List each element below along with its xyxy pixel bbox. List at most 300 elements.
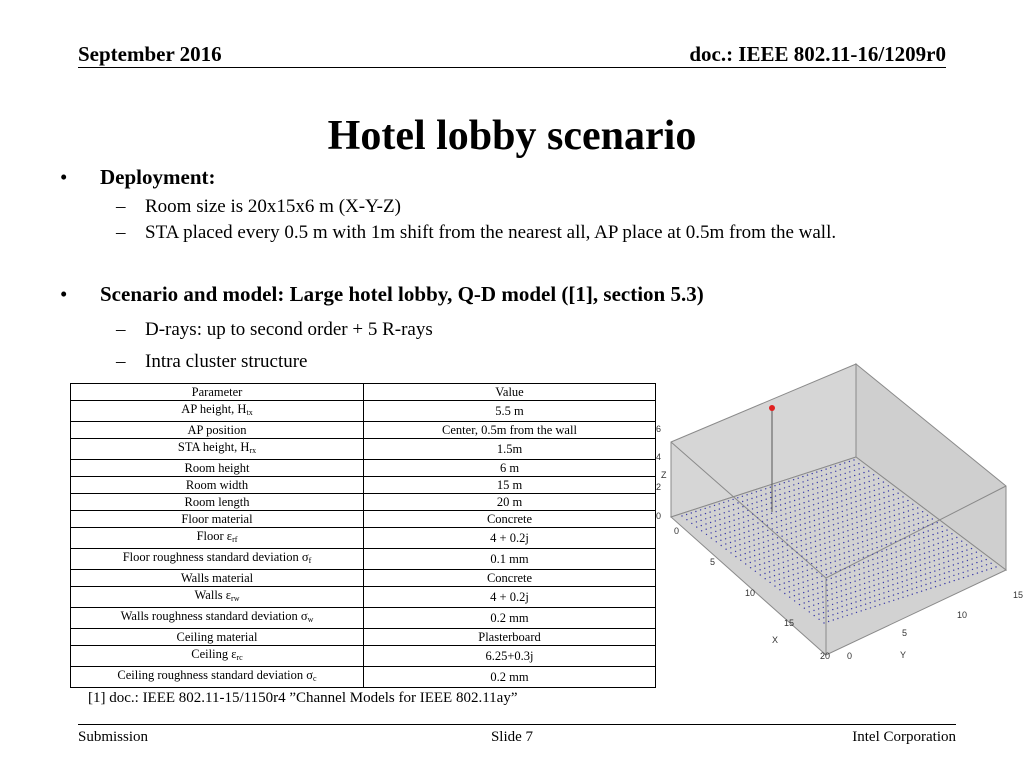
sta-point bbox=[813, 499, 814, 500]
sta-point bbox=[733, 514, 734, 515]
sta-point bbox=[878, 578, 879, 579]
sta-point bbox=[839, 464, 840, 465]
sta-point bbox=[831, 588, 832, 589]
sta-point bbox=[764, 557, 765, 558]
sta-point bbox=[884, 502, 885, 503]
sta-point bbox=[887, 570, 888, 571]
sta-point bbox=[799, 498, 800, 499]
y-tick-15: 15 bbox=[1013, 590, 1024, 600]
sta-point bbox=[767, 535, 768, 536]
sta-point bbox=[943, 552, 944, 553]
sta-point bbox=[914, 540, 915, 541]
sta-point bbox=[835, 561, 836, 562]
sta-point bbox=[791, 543, 792, 544]
sta-point bbox=[750, 567, 751, 568]
param-subscript: w bbox=[307, 615, 314, 624]
sta-point bbox=[732, 499, 733, 500]
sta-point bbox=[836, 502, 837, 503]
sta-point bbox=[878, 573, 879, 574]
sta-point bbox=[785, 518, 786, 519]
sta-point bbox=[840, 585, 841, 586]
sta-point bbox=[865, 609, 866, 610]
sta-point bbox=[860, 494, 861, 495]
sta-point bbox=[822, 491, 823, 492]
sta-point bbox=[880, 525, 881, 526]
sta-point bbox=[869, 481, 870, 482]
sta-point bbox=[794, 600, 795, 601]
sta-point bbox=[681, 515, 682, 516]
sta-point bbox=[763, 542, 764, 543]
sta-point bbox=[818, 603, 819, 604]
sta-point bbox=[888, 591, 889, 592]
sta-point bbox=[798, 578, 799, 579]
sta-point bbox=[786, 539, 787, 540]
sta-point bbox=[776, 527, 777, 528]
table-row bbox=[71, 646, 656, 667]
sta-point bbox=[929, 551, 930, 552]
sta-point bbox=[859, 569, 860, 570]
sta-point bbox=[859, 584, 860, 585]
x-tick-10: 10 bbox=[745, 588, 756, 598]
sta-point bbox=[966, 544, 967, 545]
sta-point bbox=[844, 563, 845, 564]
sta-point bbox=[844, 462, 845, 463]
sta-point bbox=[865, 508, 866, 509]
sta-point bbox=[884, 518, 885, 519]
sta-point bbox=[832, 503, 833, 504]
sta-point bbox=[875, 511, 876, 512]
sta-point bbox=[758, 538, 759, 539]
sta-point bbox=[845, 573, 846, 574]
sta-point bbox=[925, 579, 926, 580]
sta-point bbox=[743, 522, 744, 523]
sta-point bbox=[908, 526, 909, 527]
sta-point bbox=[917, 507, 918, 508]
sta-point bbox=[898, 503, 899, 504]
sta-point bbox=[873, 585, 874, 586]
sta-point bbox=[867, 545, 868, 546]
sta-point bbox=[781, 536, 782, 537]
sta-point bbox=[739, 528, 740, 529]
sta-point bbox=[877, 557, 878, 558]
sta-point bbox=[850, 577, 851, 578]
sta-point bbox=[873, 580, 874, 581]
x-tick-15: 15 bbox=[784, 618, 795, 628]
sta-point bbox=[834, 550, 835, 551]
sta-point bbox=[769, 577, 770, 578]
sta-point bbox=[764, 562, 765, 563]
sta-point bbox=[893, 600, 894, 601]
footer-slide-number: Slide 7 bbox=[490, 729, 534, 745]
sta-point bbox=[829, 546, 830, 547]
sta-point bbox=[720, 524, 721, 525]
sta-point bbox=[845, 589, 846, 590]
sta-point bbox=[780, 504, 781, 505]
sta-point bbox=[780, 510, 781, 511]
sta-point bbox=[946, 529, 947, 530]
sta-point bbox=[786, 534, 787, 535]
sta-point bbox=[763, 536, 764, 537]
sta-point bbox=[818, 503, 819, 504]
sta-point bbox=[778, 563, 779, 564]
sta-point bbox=[925, 573, 926, 574]
sta-point bbox=[883, 497, 884, 498]
sta-point bbox=[825, 558, 826, 559]
sta-point bbox=[820, 555, 821, 556]
sta-point bbox=[947, 540, 948, 541]
sta-point bbox=[743, 516, 744, 517]
dash-marker: – bbox=[116, 319, 126, 340]
sta-point bbox=[749, 546, 750, 547]
sta-point bbox=[871, 533, 872, 534]
sta-point bbox=[893, 589, 894, 590]
sta-point bbox=[800, 519, 801, 520]
sta-point bbox=[873, 485, 874, 486]
sta-point bbox=[865, 503, 866, 504]
sta-point bbox=[823, 506, 824, 507]
sta-point bbox=[739, 544, 740, 545]
sta-point bbox=[686, 519, 687, 520]
sta-point bbox=[863, 567, 864, 568]
sta-point bbox=[817, 487, 818, 488]
sta-point bbox=[891, 558, 892, 559]
sta-point bbox=[849, 461, 850, 462]
sta-point bbox=[845, 584, 846, 585]
sta-point bbox=[773, 549, 774, 550]
sta-point bbox=[766, 509, 767, 510]
sta-point bbox=[807, 480, 808, 481]
sta-point bbox=[691, 518, 692, 519]
param-name: Room height bbox=[184, 461, 250, 475]
sta-point bbox=[837, 517, 838, 518]
sta-point bbox=[905, 543, 906, 544]
sta-point bbox=[914, 545, 915, 546]
sta-point bbox=[696, 521, 697, 522]
sta-point bbox=[853, 555, 854, 556]
sta-point bbox=[908, 521, 909, 522]
sta-point bbox=[862, 546, 863, 547]
sta-point bbox=[886, 554, 887, 555]
sta-point bbox=[779, 584, 780, 585]
sta-point bbox=[880, 514, 881, 515]
sta-point bbox=[817, 482, 818, 483]
sta-point bbox=[967, 565, 968, 566]
sta-point bbox=[874, 606, 875, 607]
sta-point bbox=[818, 508, 819, 509]
table-row bbox=[71, 608, 656, 629]
sta-point bbox=[781, 525, 782, 526]
sta-point bbox=[938, 558, 939, 559]
sta-point bbox=[790, 517, 791, 518]
sta-point bbox=[891, 563, 892, 564]
sta-point bbox=[850, 598, 851, 599]
sta-point bbox=[858, 468, 859, 469]
sta-point bbox=[853, 560, 854, 561]
sta-point bbox=[826, 489, 827, 490]
sta-point bbox=[837, 512, 838, 513]
sta-point bbox=[848, 546, 849, 547]
sta-point bbox=[921, 585, 922, 586]
z-axis-label: Z bbox=[661, 470, 667, 480]
sta-point bbox=[771, 513, 772, 514]
sta-point bbox=[750, 562, 751, 563]
sta-point bbox=[918, 539, 919, 540]
sta-point bbox=[920, 565, 921, 566]
sta-point bbox=[845, 478, 846, 479]
sta-point bbox=[797, 567, 798, 568]
sta-point bbox=[855, 485, 856, 486]
sta-point bbox=[925, 584, 926, 585]
sta-point bbox=[782, 546, 783, 547]
sta-point bbox=[869, 486, 870, 487]
sta-point bbox=[849, 476, 850, 477]
sta-point bbox=[825, 564, 826, 565]
param-cell bbox=[71, 477, 364, 494]
sta-point bbox=[864, 593, 865, 594]
sta-point bbox=[766, 514, 767, 515]
sta-point bbox=[808, 596, 809, 597]
sta-point bbox=[842, 521, 843, 522]
z-tick-4: 4 bbox=[656, 452, 662, 462]
sta-point bbox=[870, 512, 871, 513]
sta-point bbox=[833, 524, 834, 525]
sta-point bbox=[815, 551, 816, 552]
sta-point bbox=[855, 586, 856, 587]
sta-point bbox=[871, 522, 872, 523]
sta-point bbox=[858, 563, 859, 564]
sta-point bbox=[903, 517, 904, 518]
sta-point bbox=[787, 550, 788, 551]
sta-point bbox=[767, 519, 768, 520]
sta-point bbox=[706, 534, 707, 535]
sta-point bbox=[808, 501, 809, 502]
sta-point bbox=[828, 515, 829, 516]
param-cell bbox=[71, 608, 364, 629]
sta-point bbox=[926, 589, 927, 590]
sta-point bbox=[889, 511, 890, 512]
sta-point bbox=[821, 581, 822, 582]
sta-point bbox=[791, 527, 792, 528]
sta-point bbox=[986, 569, 987, 570]
value-cell: 1.5m bbox=[364, 439, 656, 460]
sta-point bbox=[810, 537, 811, 538]
sta-point bbox=[902, 581, 903, 582]
sta-point bbox=[915, 556, 916, 557]
sta-point bbox=[701, 525, 702, 526]
sta-point bbox=[705, 513, 706, 514]
sta-point bbox=[913, 514, 914, 515]
room-3d-figure bbox=[656, 362, 1024, 662]
sta-point bbox=[832, 614, 833, 615]
sta-point bbox=[776, 511, 777, 512]
param-cell bbox=[71, 528, 364, 549]
sta-point bbox=[751, 493, 752, 494]
sta-point bbox=[912, 594, 913, 595]
sta-point bbox=[841, 601, 842, 602]
sta-point bbox=[893, 504, 894, 505]
sta-point bbox=[745, 553, 746, 554]
sta-point bbox=[883, 587, 884, 588]
sta-point bbox=[869, 592, 870, 593]
sta-point bbox=[789, 491, 790, 492]
sta-point bbox=[840, 469, 841, 470]
sta-point bbox=[759, 569, 760, 570]
sta-point bbox=[804, 512, 805, 513]
value-cell: Center, 0.5m from the wall bbox=[364, 422, 656, 439]
sta-point bbox=[879, 509, 880, 510]
sta-point bbox=[781, 520, 782, 521]
sta-point bbox=[829, 552, 830, 553]
sta-point bbox=[705, 518, 706, 519]
sta-point bbox=[823, 517, 824, 518]
sta-point bbox=[899, 529, 900, 530]
sta-point bbox=[807, 485, 808, 486]
sta-point bbox=[918, 533, 919, 534]
sta-point bbox=[837, 602, 838, 603]
sta-point bbox=[748, 520, 749, 521]
sta-point bbox=[729, 516, 730, 517]
sta-point bbox=[934, 570, 935, 571]
sta-point bbox=[953, 564, 954, 565]
sta-point bbox=[798, 583, 799, 584]
sta-point bbox=[903, 507, 904, 508]
sta-point bbox=[739, 534, 740, 535]
sta-point bbox=[757, 528, 758, 529]
sta-point bbox=[811, 563, 812, 564]
sta-point bbox=[799, 514, 800, 515]
sta-point bbox=[929, 562, 930, 563]
sta-point bbox=[958, 568, 959, 569]
sta-point bbox=[834, 555, 835, 556]
sta-point bbox=[780, 499, 781, 500]
sta-point bbox=[815, 556, 816, 557]
sta-point bbox=[976, 562, 977, 563]
sta-point bbox=[963, 577, 964, 578]
sta-point bbox=[890, 527, 891, 528]
sta-point bbox=[825, 553, 826, 554]
sta-point bbox=[981, 566, 982, 567]
sta-point bbox=[744, 537, 745, 538]
sta-point bbox=[858, 558, 859, 559]
sta-point bbox=[748, 531, 749, 532]
sta-point bbox=[990, 563, 991, 564]
sta-point bbox=[939, 569, 940, 570]
subitem-text: Room size is 20x15x6 m (X-Y-Z) bbox=[145, 196, 401, 217]
sta-point bbox=[730, 537, 731, 538]
sta-point bbox=[859, 473, 860, 474]
sta-point bbox=[853, 549, 854, 550]
sta-point bbox=[752, 503, 753, 504]
sta-point bbox=[738, 523, 739, 524]
value-cell: 0.2 mm bbox=[364, 608, 656, 629]
sta-point bbox=[861, 515, 862, 516]
sta-point bbox=[810, 532, 811, 533]
sta-point bbox=[901, 571, 902, 572]
sta-point bbox=[799, 509, 800, 510]
sta-point bbox=[809, 611, 810, 612]
sta-point bbox=[706, 529, 707, 530]
sta-point bbox=[826, 479, 827, 480]
sta-point bbox=[925, 568, 926, 569]
sta-point bbox=[878, 478, 879, 479]
sta-point bbox=[710, 532, 711, 533]
sta-point bbox=[759, 559, 760, 560]
sta-point bbox=[905, 559, 906, 560]
y-tick-0: 0 bbox=[847, 651, 853, 661]
sta-point bbox=[827, 494, 828, 495]
sta-point bbox=[841, 506, 842, 507]
sta-point bbox=[788, 571, 789, 572]
z-tick-6: 6 bbox=[656, 424, 662, 434]
sta-point bbox=[927, 520, 928, 521]
sta-point bbox=[924, 553, 925, 554]
sta-point bbox=[906, 579, 907, 580]
sta-point bbox=[827, 505, 828, 506]
sta-point bbox=[816, 567, 817, 568]
sta-point bbox=[756, 496, 757, 497]
sta-point bbox=[947, 545, 948, 546]
sta-point bbox=[854, 581, 855, 582]
sta-point bbox=[835, 481, 836, 482]
sta-point bbox=[875, 526, 876, 527]
sta-point bbox=[881, 545, 882, 546]
param-cell bbox=[71, 401, 364, 422]
sta-point bbox=[783, 577, 784, 578]
sta-point bbox=[854, 475, 855, 476]
sta-point bbox=[816, 572, 817, 573]
sta-point bbox=[872, 554, 873, 555]
sta-point bbox=[801, 545, 802, 546]
sta-point bbox=[909, 536, 910, 537]
sta-point bbox=[846, 504, 847, 505]
sta-point bbox=[838, 528, 839, 529]
sta-point bbox=[812, 478, 813, 479]
sta-point bbox=[892, 574, 893, 575]
sta-point bbox=[898, 513, 899, 514]
sta-point bbox=[779, 579, 780, 580]
sta-point bbox=[913, 524, 914, 525]
sta-point bbox=[700, 509, 701, 510]
sta-point bbox=[897, 593, 898, 594]
value-cell: 4 + 0.2j bbox=[364, 587, 656, 608]
sta-point bbox=[934, 560, 935, 561]
sta-point bbox=[812, 489, 813, 490]
sta-point bbox=[774, 585, 775, 586]
y-tick-10: 10 bbox=[957, 610, 968, 620]
sta-point bbox=[865, 598, 866, 599]
sta-point bbox=[759, 554, 760, 555]
sta-point bbox=[788, 565, 789, 566]
sta-point bbox=[906, 574, 907, 575]
sta-point bbox=[829, 541, 830, 542]
sta-point bbox=[957, 563, 958, 564]
sta-point bbox=[851, 613, 852, 614]
sta-point bbox=[775, 495, 776, 496]
sta-point bbox=[862, 551, 863, 552]
sta-point bbox=[889, 516, 890, 517]
sta-point bbox=[854, 480, 855, 481]
param-name: STA height, H bbox=[177, 440, 250, 454]
param-name: Walls material bbox=[180, 571, 254, 585]
header-value: Value bbox=[364, 384, 656, 401]
sta-point bbox=[885, 528, 886, 529]
sta-point bbox=[952, 544, 953, 545]
sta-point bbox=[814, 530, 815, 531]
sta-point bbox=[818, 608, 819, 609]
y-axis-label: Y bbox=[900, 650, 907, 660]
sta-point bbox=[835, 576, 836, 577]
sta-point bbox=[719, 519, 720, 520]
